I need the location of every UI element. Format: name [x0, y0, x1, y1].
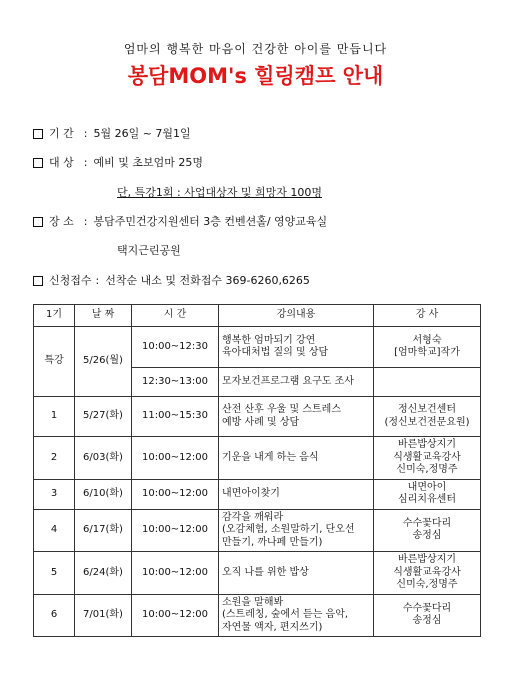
table-row [34, 509, 481, 552]
content-cell [219, 437, 374, 480]
lecturer-cell-line: 신미숙,정명주 [396, 464, 458, 475]
table-row [34, 327, 481, 368]
lecturer-cell-line: 바른밥상지기 [398, 554, 456, 565]
info-apply: 신청접수 : 선착순 내소 및 전화접수 369-6260,6265 [33, 272, 310, 288]
date-cell: 6/10(화) [75, 479, 132, 509]
schedule-table [33, 304, 481, 637]
date-cell: 5/27(화) [75, 397, 132, 437]
session-cell: 1 [34, 397, 75, 437]
time-cell: 12:30~13:00 [132, 368, 219, 397]
content-cell [219, 327, 374, 368]
lecturer-cell-line: 서형숙 [412, 334, 442, 346]
info-place: 장 소 : 봉담주민건강지원센터 3층 컨벤션홀/ 영양교육실 [33, 213, 327, 229]
date-cell: 6/17(화) [75, 509, 132, 552]
time-cell: 10:00~12:00 [132, 437, 219, 480]
lecturer-cell-line: 수수꽃다리 [402, 517, 452, 529]
lecturer-cell-line: 심리치유센터 [398, 494, 456, 505]
content-cell-line: (오감체험, 소원말하기, 단오선 [222, 524, 355, 535]
content-cell [219, 552, 374, 595]
content-cell [219, 479, 374, 509]
session-cell: 4 [34, 509, 75, 552]
lecturer-cell [374, 368, 481, 397]
content-cell-line: 기운을 내게 하는 음식 [222, 451, 319, 463]
checkbox-icon [33, 217, 43, 227]
content-cell-line: 모자보건프로그램 요구도 조사 [222, 375, 354, 387]
time-cell: 10:00~12:30 [132, 327, 219, 368]
content-cell-line: 육아대처법 질의 및 상담 [222, 347, 329, 358]
lecturer-cell [374, 397, 481, 437]
apply-value: 선착순 내소 및 전화접수 369-6260,6265 [105, 274, 310, 287]
info-target: 대 상 : 예비 및 초보엄마 25명 [33, 154, 203, 170]
header-session: 1기 [34, 305, 75, 327]
session-cell: 5 [34, 552, 75, 595]
date-cell: 6/03(화) [75, 437, 132, 480]
lecturer-cell-line: (정신보건전문요원) [384, 416, 470, 428]
content-cell-line: 만들기, 까나페 만들기) [222, 536, 323, 548]
lecturer-cell [374, 327, 481, 368]
content-cell-line: 내면아이찾기 [222, 487, 280, 499]
period-value: 5월 26일 ~ 7월1일 [93, 127, 191, 140]
header-date: 날 짜 [75, 305, 132, 327]
lecturer-cell [374, 594, 481, 637]
lecturer-cell-line: 식생활교육강사 [393, 451, 461, 463]
content-cell-line: 자연물 액자, 편지쓰기) [222, 621, 323, 633]
checkbox-icon [33, 129, 43, 139]
time-cell: 10:00~12:00 [132, 552, 219, 595]
content-cell [219, 509, 374, 552]
content-cell [219, 368, 374, 397]
lecturer-cell-line: 송정심 [412, 530, 442, 542]
target-value: 예비 및 초보엄마 25명 [93, 156, 203, 169]
time-cell: 10:00~12:00 [132, 509, 219, 552]
header-lecturer: 강 사 [374, 305, 481, 327]
lecturer-cell-line: [엄마학교]작가 [394, 347, 460, 358]
content-cell-line: 행복한 엄마되기 강연 [222, 334, 316, 346]
header-time: 시 간 [132, 305, 219, 327]
table-row [34, 437, 481, 480]
session-cell: 6 [34, 594, 75, 637]
content-cell-line: 산전 산후 우울 및 스트레스 [222, 404, 341, 415]
place-label: 장 소 [49, 215, 74, 228]
info-period: 기 간 : 5월 26일 ~ 7월1일 [33, 125, 191, 141]
apply-label: 신청접수 [49, 274, 92, 287]
checkbox-icon [33, 158, 43, 168]
page-subtitle: 엄마의 행복한 마음이 건강한 아이를 만듭니다 [123, 42, 388, 56]
checkbox-icon [33, 276, 43, 286]
lecturer-cell-line: 수수꽃다리 [402, 602, 452, 614]
date-cell: 7/01(화) [75, 594, 132, 637]
target-note: 단, 특강1회 : 사업대상자 및 희망자 100명 [117, 186, 322, 199]
content-cell-line: 감각을 깨워라 [222, 511, 284, 523]
date-cell: 5/26(월) [75, 327, 132, 397]
lecturer-cell [374, 552, 481, 595]
place-value: 봉담주민건강지원센터 3층 컨벤션홀/ 영양교육실 [93, 215, 328, 228]
lecturer-cell-line: 식생활교육강사 [393, 566, 461, 578]
content-cell-line: 예방 사례 및 상담 [222, 416, 300, 428]
time-cell: 11:00~15:30 [132, 397, 219, 437]
content-cell-line: 오직 나를 위한 밥상 [222, 566, 309, 578]
time-cell: 10:00~12:00 [132, 479, 219, 509]
session-cell: 2 [34, 437, 75, 480]
table-row [34, 594, 481, 637]
page-title: 봉담MOM's 힐링캠프 안내 [127, 64, 384, 88]
lecturer-cell [374, 509, 481, 552]
content-cell-line: (스트레칭, 숲에서 듣는 음악, [222, 609, 349, 620]
content-cell-line: 소원을 말해봐 [222, 596, 284, 608]
place-value-2: 택지근린공원 [117, 244, 181, 257]
date-cell: 6/24(화) [75, 552, 132, 595]
table-row [34, 479, 481, 509]
header-content: 강의내용 [219, 305, 374, 327]
table-row [34, 552, 481, 595]
time-cell: 10:00~12:00 [132, 594, 219, 637]
period-label: 기 간 [49, 127, 74, 140]
table-row [34, 397, 481, 437]
lecturer-cell-line: 정신보건센터 [398, 404, 456, 415]
session-cell: 특강 [34, 327, 75, 397]
lecturer-cell [374, 437, 481, 480]
lecturer-cell-line: 송정심 [412, 615, 442, 627]
content-cell [219, 594, 374, 637]
content-cell [219, 397, 374, 437]
lecturer-cell-line: 신미숙,정명주 [396, 579, 458, 590]
target-label: 대 상 [49, 156, 74, 169]
table-header-row [34, 305, 481, 327]
lecturer-cell [374, 479, 481, 509]
lecturer-cell-line: 내면아이 [407, 481, 447, 493]
session-cell: 3 [34, 479, 75, 509]
lecturer-cell-line: 바른밥상지기 [398, 439, 456, 450]
